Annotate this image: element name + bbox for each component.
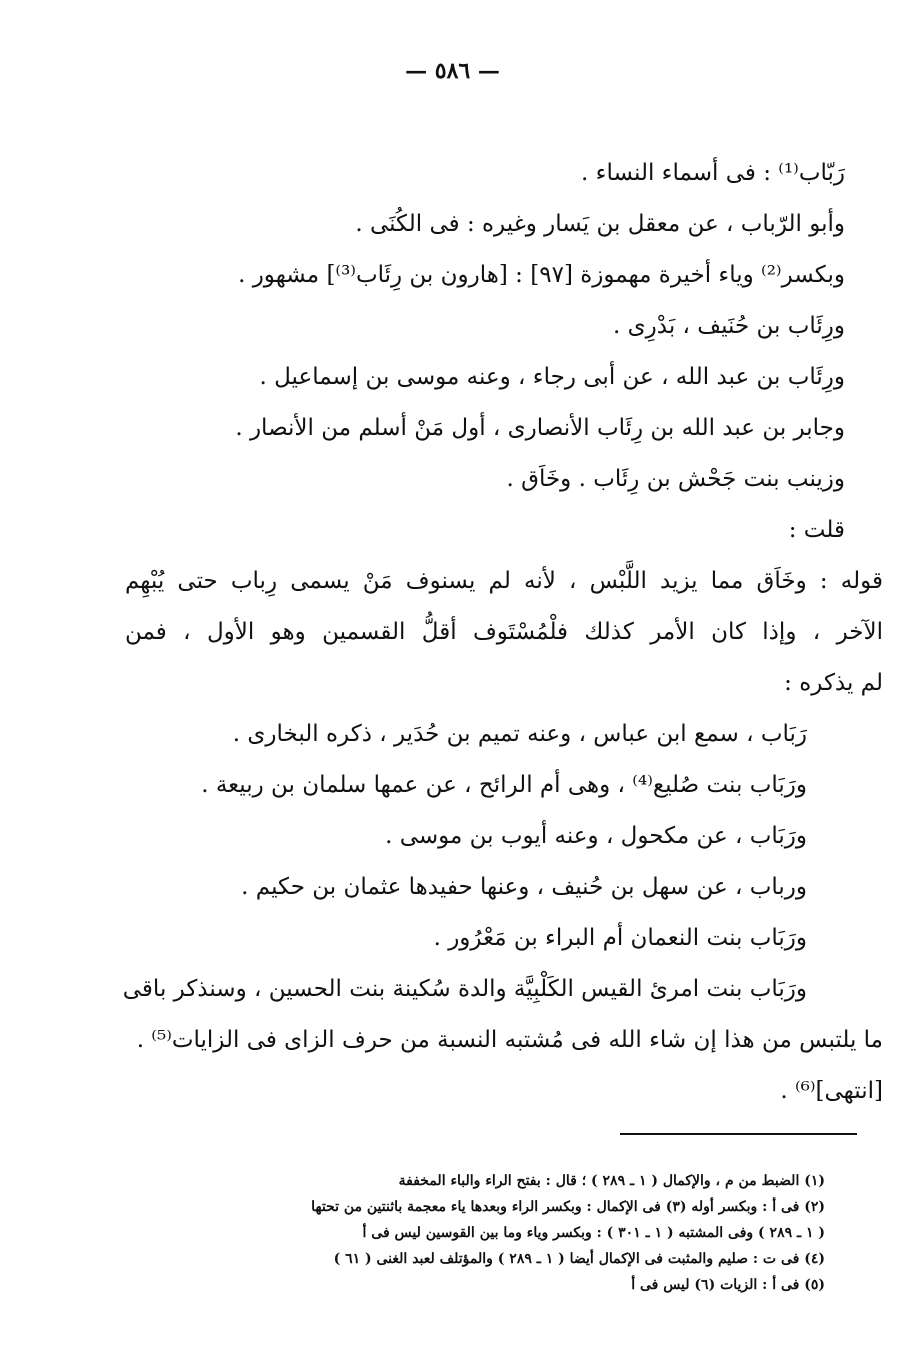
text-line: وزينب بنت جَحْش بن رِئَاب . وخَاَق . — [506, 466, 845, 492]
text-line: [انتهى]⁽⁶⁾ . — [780, 1078, 883, 1104]
text-line: لم يذكره : — [784, 670, 883, 696]
text-line: ما يلتبس من هذا إن شاء الله فى مُشتبه النسبة من حرف الزاى فى الزايات⁽⁵⁾ . — [136, 1027, 883, 1053]
text-line: ورَبَاب بنت النعمان أم البراء بن مَعْرُور . — [433, 925, 807, 951]
footnote-line: (٥) فى أ : الزيات (٦) ليس فى أ — [631, 1277, 825, 1293]
text-line: ورَبَاب بنت امرئ القيس الكَلْبِيَّة والدة سُكينة بنت الحسين ، وسنذكر باقى — [122, 976, 807, 1002]
text-line: قوله : وخَاَق مما يزيد اللَّبْس ، لأنه لم يسنوف مَنْ يسمى رِباب حتى يُبْهِم — [125, 568, 883, 594]
footnotes — [125, 1168, 825, 1298]
footnote-line: (١) الضبط من م ، والإكمال ( ١ ـ ٢٨٩ ) ؛ قال : بفتح الراء والباء المخففة — [398, 1173, 825, 1189]
text-line: رَبّاب⁽¹⁾ : فى أسماء النساء . — [581, 160, 845, 186]
text-line: ورَبَاب ، عن مكحول ، وعنه أيوب بن موسى . — [385, 823, 807, 849]
footnote-divider — [620, 1133, 857, 1135]
main-text — [122, 148, 883, 1117]
text-line: قلت : — [788, 517, 845, 543]
footnote-line: (٢) فى أ : وبكسر أوله (٣) فى الإكمال : وبكسر الراء وبعدها ياء معجمة باثنتين من تحتها — [311, 1199, 825, 1215]
text-line: ورباب ، عن سهل بن حُنيف ، وعنها حفيدها عثمان بن حكيم . — [241, 874, 807, 900]
text-line: الآخر ، وإذا كان الأمر كذلك فلْمُسْتَوف أقلُّ القسمين وهو الأول ، فمن — [125, 619, 883, 645]
footnote-line: ( ١ ـ ٢٨٩ ) وفى المشتبه ( ١ ـ ٣٠١ ) : وبكسر وياء وما بين القوسين ليس فى أ — [362, 1225, 825, 1241]
text-line: رَبَاب ، سمع ابن عباس ، وعنه تميم بن حُدَير ، ذكره البخارى . — [232, 721, 807, 747]
page-number: — ٥٨٦ — — [405, 58, 500, 84]
text-line: وجابر بن عبد الله بن رِئَاب الأنصارى ، أول مَنْ أسلم من الأنصار . — [235, 415, 845, 441]
text-line: وأبو الرّباب ، عن معقل بن يَسار وغيره : فى الكُنَى . — [355, 211, 845, 237]
text-line: ورِئَاب بن عبد الله ، عن أبى رجاء ، وعنه موسى بن إسماعيل . — [259, 364, 845, 390]
text-line: وبكسر⁽²⁾ وياء أخيرة مهموزة [٩٧] : [هارون بن رِئَاب⁽³⁾] مشهور . — [238, 262, 845, 288]
text-line: ورِئَاب بن حُنَيف ، بَدْرِى . — [613, 313, 845, 339]
footnote-line: (٤) فى ت : صليم والمثبت فى الإكمال أيضا ( ١ ـ ٢٨٩ ) والمؤتلف لعبد الغنى ( ٦١ ) — [333, 1251, 825, 1267]
text-line: ورَبَاب بنت صُليع⁽⁴⁾ ، وهى أم الرائح ، عن عمها سلمان بن ربيعة . — [201, 772, 807, 798]
